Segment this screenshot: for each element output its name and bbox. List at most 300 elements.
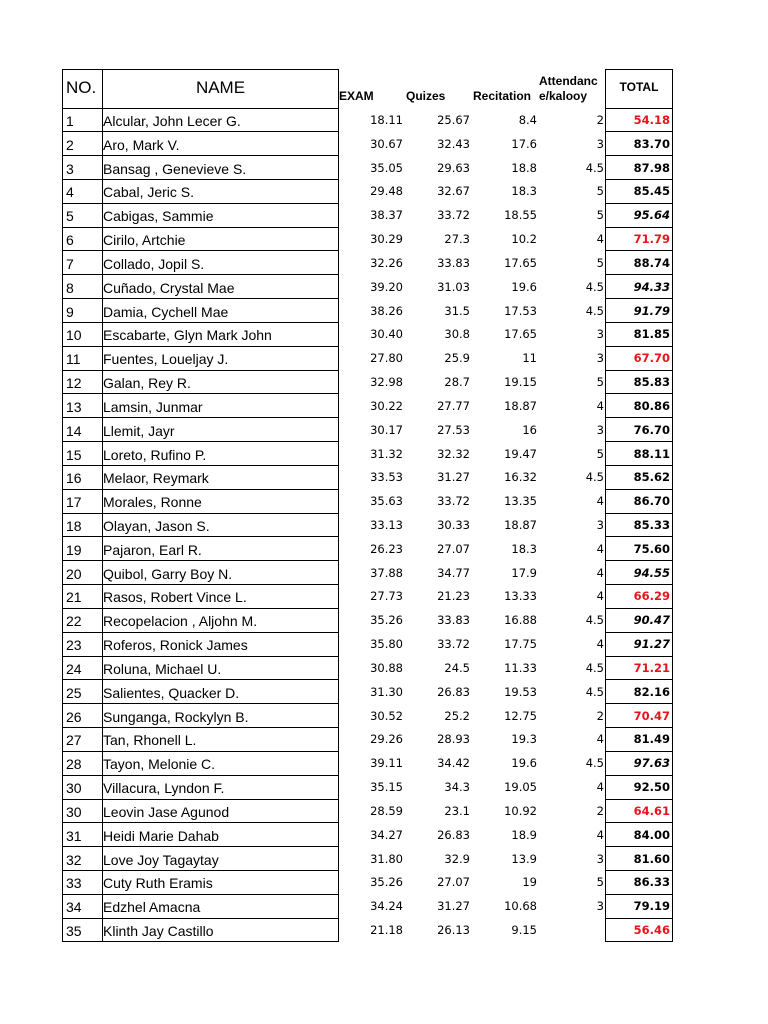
row-divider bbox=[62, 417, 103, 418]
row-divider bbox=[62, 608, 103, 609]
recitation-score: 13.35 bbox=[504, 494, 537, 509]
quizes-score: 25.67 bbox=[437, 112, 470, 127]
exam-score: 26.23 bbox=[370, 541, 403, 556]
attendance-score: 2 bbox=[596, 803, 604, 818]
row-divider bbox=[102, 131, 339, 132]
table-row bbox=[0, 203, 768, 227]
student-name: Sunganga, Rockylyn B. bbox=[103, 708, 249, 725]
quizes-score: 28.93 bbox=[437, 732, 470, 747]
total-score: 71.21 bbox=[633, 660, 670, 675]
row-divider bbox=[102, 608, 339, 609]
row-divider bbox=[62, 703, 103, 704]
row-divider bbox=[62, 727, 103, 728]
row-number: 32 bbox=[66, 851, 82, 868]
recitation-score: 10.92 bbox=[504, 803, 537, 818]
recitation-score: 18.87 bbox=[504, 398, 537, 413]
quizes-score: 31.03 bbox=[437, 279, 470, 294]
row-number: 19 bbox=[66, 541, 82, 558]
row-divider bbox=[102, 274, 339, 275]
student-name: Collado, Jopil S. bbox=[103, 255, 205, 272]
row-divider bbox=[605, 679, 673, 680]
total-score: 92.50 bbox=[633, 780, 670, 795]
row-divider bbox=[605, 441, 673, 442]
row-divider bbox=[62, 679, 103, 680]
quizes-score: 32.9 bbox=[444, 851, 470, 866]
quizes-score: 21.23 bbox=[437, 589, 470, 604]
exam-score: 27.80 bbox=[370, 351, 403, 366]
row-number: 28 bbox=[66, 756, 82, 773]
attendance-score: 4.5 bbox=[585, 613, 604, 628]
quizes-score: 28.7 bbox=[444, 375, 470, 390]
row-number: 2 bbox=[66, 136, 74, 153]
attendance-score: 4.5 bbox=[585, 684, 604, 699]
quizes-score: 33.83 bbox=[437, 255, 470, 270]
table-row bbox=[0, 656, 768, 680]
row-number: 1 bbox=[66, 112, 74, 129]
row-divider bbox=[102, 203, 339, 204]
recitation-score: 18.8 bbox=[511, 160, 537, 175]
quizes-score: 26.83 bbox=[437, 684, 470, 699]
row-divider bbox=[605, 465, 673, 466]
quizes-score: 33.72 bbox=[437, 637, 470, 652]
exam-score: 29.48 bbox=[370, 184, 403, 199]
row-divider bbox=[605, 155, 673, 156]
total-score: 71.79 bbox=[633, 232, 670, 247]
exam-score: 18.11 bbox=[370, 112, 403, 127]
quizes-score: 29.63 bbox=[437, 160, 470, 175]
exam-score: 38.26 bbox=[370, 303, 403, 318]
row-divider bbox=[605, 727, 673, 728]
row-number: 35 bbox=[66, 923, 82, 940]
table-row bbox=[0, 370, 768, 394]
row-number: 5 bbox=[66, 208, 74, 225]
row-divider bbox=[102, 536, 339, 537]
recitation-score: 19 bbox=[522, 875, 537, 890]
exam-score: 39.20 bbox=[370, 279, 403, 294]
table-row bbox=[0, 799, 768, 823]
recitation-score: 18.87 bbox=[504, 517, 537, 532]
recitation-score: 19.6 bbox=[511, 756, 537, 771]
row-number: 30 bbox=[66, 780, 82, 797]
recitation-score: 18.9 bbox=[511, 827, 537, 842]
table-row bbox=[0, 871, 768, 895]
recitation-score: 17.53 bbox=[504, 303, 537, 318]
attendance-score: 5 bbox=[596, 208, 604, 223]
row-divider bbox=[62, 298, 103, 299]
row-number: 9 bbox=[66, 303, 74, 320]
recitation-score: 17.65 bbox=[504, 255, 537, 270]
student-name: Escabarte, Glyn Mark John bbox=[103, 327, 272, 344]
attendance-score: 4.5 bbox=[585, 660, 604, 675]
exam-score: 35.26 bbox=[370, 613, 403, 628]
row-divider bbox=[605, 513, 673, 514]
row-divider bbox=[102, 656, 339, 657]
attendance-score: 5 bbox=[596, 875, 604, 890]
row-divider bbox=[62, 775, 103, 776]
total-score: 95.64 bbox=[633, 208, 670, 223]
total-score: 81.60 bbox=[633, 851, 670, 866]
recitation-score: 19.53 bbox=[504, 684, 537, 699]
row-divider bbox=[605, 536, 673, 537]
student-name: Rasos, Robert Vince L. bbox=[103, 589, 247, 606]
total-score: 70.47 bbox=[633, 708, 670, 723]
row-number: 26 bbox=[66, 708, 82, 725]
row-divider bbox=[605, 656, 673, 657]
recitation-score: 17.6 bbox=[511, 136, 537, 151]
row-divider bbox=[102, 870, 339, 871]
row-divider bbox=[102, 894, 339, 895]
attendance-score: 5 bbox=[596, 446, 604, 461]
total-score: 88.74 bbox=[633, 255, 670, 270]
row-divider bbox=[62, 274, 103, 275]
row-number: 16 bbox=[66, 470, 82, 487]
row-divider bbox=[102, 227, 339, 228]
exam-score: 32.26 bbox=[370, 255, 403, 270]
row-divider bbox=[102, 632, 339, 633]
quizes-score: 27.3 bbox=[444, 232, 470, 247]
total-score: 88.11 bbox=[633, 446, 670, 461]
quizes-score: 25.2 bbox=[444, 708, 470, 723]
recitation-score: 13.33 bbox=[504, 589, 537, 604]
total-score: 86.33 bbox=[633, 875, 670, 890]
row-number: 8 bbox=[66, 279, 74, 296]
recitation-score: 18.3 bbox=[511, 541, 537, 556]
row-divider bbox=[605, 227, 673, 228]
row-divider bbox=[102, 513, 339, 514]
row-number: 15 bbox=[66, 446, 82, 463]
attendance-score: 4 bbox=[596, 780, 604, 795]
attendance-score: 3 bbox=[596, 351, 604, 366]
table-row bbox=[0, 299, 768, 323]
row-number: 12 bbox=[66, 375, 82, 392]
row-divider bbox=[102, 393, 339, 394]
recitation-score: 17.75 bbox=[504, 637, 537, 652]
quizes-score: 27.07 bbox=[437, 541, 470, 556]
exam-score: 30.88 bbox=[370, 660, 403, 675]
exam-score: 30.52 bbox=[370, 708, 403, 723]
table-row bbox=[0, 418, 768, 442]
row-divider bbox=[605, 894, 673, 895]
quizes-score: 27.53 bbox=[437, 422, 470, 437]
total-score: 91.79 bbox=[633, 303, 670, 318]
quizes-score: 24.5 bbox=[444, 660, 470, 675]
table-row bbox=[0, 513, 768, 537]
row-number: 18 bbox=[66, 517, 82, 534]
quizes-score: 34.77 bbox=[437, 565, 470, 580]
row-number: 3 bbox=[66, 160, 74, 177]
table-row bbox=[0, 775, 768, 799]
row-divider bbox=[605, 775, 673, 776]
student-name: Llemit, Jayr bbox=[103, 422, 175, 439]
total-score: 85.62 bbox=[633, 470, 670, 485]
quizes-score: 34.42 bbox=[437, 756, 470, 771]
total-score: 94.33 bbox=[633, 279, 670, 294]
quizes-score: 33.72 bbox=[437, 494, 470, 509]
attendance-score: 4 bbox=[596, 637, 604, 652]
total-score: 84.00 bbox=[633, 827, 670, 842]
student-name: Cabal, Jeric S. bbox=[103, 184, 195, 201]
table-row bbox=[0, 894, 768, 918]
recitation-score: 17.65 bbox=[504, 327, 537, 342]
student-name: Fuentes, Loueljay J. bbox=[103, 351, 229, 368]
row-number: 24 bbox=[66, 660, 82, 677]
table-row bbox=[0, 847, 768, 871]
recitation-score: 18.55 bbox=[504, 208, 537, 223]
total-score: 82.16 bbox=[633, 684, 670, 699]
recitation-score: 11.33 bbox=[504, 660, 537, 675]
student-name: Morales, Ronne bbox=[103, 494, 202, 511]
row-divider bbox=[605, 870, 673, 871]
row-number: 25 bbox=[66, 684, 82, 701]
row-divider bbox=[605, 489, 673, 490]
row-number: 34 bbox=[66, 899, 82, 916]
table-row bbox=[0, 132, 768, 156]
row-number: 22 bbox=[66, 613, 82, 630]
exam-score: 32.98 bbox=[370, 375, 403, 390]
table-row bbox=[0, 227, 768, 251]
attendance-score: 4.5 bbox=[585, 756, 604, 771]
row-number: 30 bbox=[66, 803, 82, 820]
total-score: 75.60 bbox=[633, 541, 670, 556]
quizes-score: 32.32 bbox=[437, 446, 470, 461]
row-divider bbox=[605, 918, 673, 919]
exam-score: 33.13 bbox=[370, 517, 403, 532]
row-divider bbox=[605, 393, 673, 394]
exam-score: 35.15 bbox=[370, 780, 403, 795]
attendance-score: 4 bbox=[596, 827, 604, 842]
total-score: 91.27 bbox=[633, 637, 670, 652]
row-divider bbox=[605, 346, 673, 347]
exam-score: 35.80 bbox=[370, 637, 403, 652]
header-no: NO. bbox=[66, 78, 97, 97]
attendance-score: 4.5 bbox=[585, 160, 604, 175]
student-name: Damia, Cychell Mae bbox=[103, 303, 229, 320]
total-score: 97.63 bbox=[633, 756, 670, 771]
exam-score: 30.17 bbox=[370, 422, 403, 437]
row-divider bbox=[605, 822, 673, 823]
row-divider bbox=[605, 560, 673, 561]
student-name: Quibol, Garry Boy N. bbox=[103, 565, 233, 582]
exam-score: 34.27 bbox=[370, 827, 403, 842]
row-divider bbox=[605, 417, 673, 418]
total-score: 94.55 bbox=[633, 565, 670, 580]
attendance-score: 4 bbox=[596, 398, 604, 413]
row-divider bbox=[62, 656, 103, 657]
student-name: Cabigas, Sammie bbox=[103, 208, 214, 225]
attendance-score: 3 bbox=[596, 851, 604, 866]
total-score: 85.45 bbox=[633, 184, 670, 199]
quizes-score: 27.07 bbox=[437, 875, 470, 890]
attendance-score: 4 bbox=[596, 541, 604, 556]
quizes-score: 25.9 bbox=[444, 351, 470, 366]
table-row bbox=[0, 585, 768, 609]
recitation-score: 19.6 bbox=[511, 279, 537, 294]
row-divider bbox=[62, 751, 103, 752]
row-divider bbox=[62, 846, 103, 847]
row-divider bbox=[605, 203, 673, 204]
table-row bbox=[0, 108, 768, 132]
recitation-score: 19.3 bbox=[511, 732, 537, 747]
row-divider bbox=[62, 346, 103, 347]
quizes-score: 33.72 bbox=[437, 208, 470, 223]
row-number: 4 bbox=[66, 184, 74, 201]
exam-score: 29.26 bbox=[370, 732, 403, 747]
row-divider bbox=[62, 799, 103, 800]
student-name: Tan, Rhonell L. bbox=[103, 732, 197, 749]
attendance-score: 3 bbox=[596, 517, 604, 532]
quizes-score: 26.13 bbox=[437, 923, 470, 938]
row-divider bbox=[605, 703, 673, 704]
attendance-score: 3 bbox=[596, 327, 604, 342]
table-row bbox=[0, 442, 768, 466]
recitation-score: 11 bbox=[522, 351, 537, 366]
exam-score: 31.80 bbox=[370, 851, 403, 866]
attendance-score: 4 bbox=[596, 732, 604, 747]
header-recitation: Recitation bbox=[473, 89, 532, 103]
row-divider bbox=[102, 560, 339, 561]
table-row bbox=[0, 465, 768, 489]
quizes-score: 34.3 bbox=[444, 780, 470, 795]
exam-score: 28.59 bbox=[370, 803, 403, 818]
row-number: 17 bbox=[66, 494, 82, 511]
row-divider bbox=[62, 203, 103, 204]
quizes-score: 33.83 bbox=[437, 613, 470, 628]
student-name: Galan, Rey R. bbox=[103, 375, 191, 392]
row-divider bbox=[102, 155, 339, 156]
row-divider bbox=[102, 250, 339, 251]
student-name: Heidi Marie Dahab bbox=[103, 827, 219, 844]
table-row bbox=[0, 728, 768, 752]
quizes-score: 27.77 bbox=[437, 398, 470, 413]
row-number: 10 bbox=[66, 327, 82, 344]
row-divider bbox=[62, 822, 103, 823]
row-divider bbox=[62, 536, 103, 537]
row-divider bbox=[62, 370, 103, 371]
total-score: 85.33 bbox=[633, 517, 670, 532]
row-divider bbox=[62, 489, 103, 490]
student-name: Cuñado, Crystal Mae bbox=[103, 279, 235, 296]
quizes-score: 32.67 bbox=[437, 184, 470, 199]
table-row bbox=[0, 680, 768, 704]
quizes-score: 31.5 bbox=[444, 303, 470, 318]
total-score: 81.85 bbox=[633, 327, 670, 342]
student-name: Aro, Mark V. bbox=[103, 136, 180, 153]
row-divider bbox=[62, 632, 103, 633]
row-number: 14 bbox=[66, 422, 82, 439]
student-name: Roluna, Michael U. bbox=[103, 660, 222, 677]
attendance-score: 4 bbox=[596, 565, 604, 580]
row-divider bbox=[62, 918, 103, 919]
row-divider bbox=[605, 370, 673, 371]
attendance-score: 4 bbox=[596, 589, 604, 604]
table-row bbox=[0, 394, 768, 418]
student-name: Pajaron, Earl R. bbox=[103, 541, 202, 558]
row-divider bbox=[102, 370, 339, 371]
row-divider bbox=[605, 179, 673, 180]
attendance-score: 4 bbox=[596, 494, 604, 509]
row-number: 11 bbox=[66, 351, 81, 368]
attendance-score: 3 bbox=[596, 422, 604, 437]
row-divider bbox=[102, 346, 339, 347]
row-divider bbox=[102, 727, 339, 728]
quizes-score: 26.83 bbox=[437, 827, 470, 842]
exam-score: 31.32 bbox=[370, 446, 403, 461]
row-divider bbox=[62, 131, 103, 132]
student-name: Lamsin, Junmar bbox=[103, 398, 203, 415]
row-divider bbox=[102, 751, 339, 752]
table-row bbox=[0, 823, 768, 847]
attendance-score: 2 bbox=[596, 112, 604, 127]
student-name: Roferos, Ronick James bbox=[103, 637, 248, 654]
student-name: Edzhel Amacna bbox=[103, 899, 201, 916]
row-divider bbox=[605, 298, 673, 299]
recitation-score: 16.32 bbox=[504, 470, 537, 485]
row-number: 33 bbox=[66, 875, 82, 892]
total-score: 85.83 bbox=[633, 375, 670, 390]
student-name: Salientes, Quacker D. bbox=[103, 684, 240, 701]
student-name: Olayan, Jason S. bbox=[103, 517, 210, 534]
row-divider bbox=[102, 584, 339, 585]
student-name: Cirilo, Artchie bbox=[103, 232, 186, 249]
total-score: 81.49 bbox=[633, 732, 670, 747]
exam-score: 27.73 bbox=[370, 589, 403, 604]
quizes-score: 30.33 bbox=[437, 517, 470, 532]
exam-score: 35.05 bbox=[370, 160, 403, 175]
table-row bbox=[0, 751, 768, 775]
header-exam: EXAM bbox=[339, 89, 374, 103]
table-row bbox=[0, 561, 768, 585]
row-divider bbox=[62, 155, 103, 156]
row-divider bbox=[605, 250, 673, 251]
row-divider bbox=[62, 894, 103, 895]
recitation-score: 8.4 bbox=[518, 112, 537, 127]
quizes-score: 32.43 bbox=[437, 136, 470, 151]
table-row bbox=[0, 632, 768, 656]
table-row bbox=[0, 537, 768, 561]
table-row bbox=[0, 489, 768, 513]
student-name: Recopelacion , Aljohn M. bbox=[103, 613, 258, 630]
recitation-score: 19.15 bbox=[504, 375, 537, 390]
table-row bbox=[0, 156, 768, 180]
row-divider bbox=[605, 322, 673, 323]
row-divider bbox=[605, 632, 673, 633]
recitation-score: 10.2 bbox=[511, 232, 537, 247]
total-score: 56.46 bbox=[633, 923, 670, 938]
total-score: 86.70 bbox=[633, 494, 670, 509]
row-divider bbox=[62, 393, 103, 394]
row-divider bbox=[102, 298, 339, 299]
row-divider bbox=[62, 179, 103, 180]
row-divider bbox=[102, 775, 339, 776]
student-name: Loreto, Rufino P. bbox=[103, 446, 207, 463]
total-score: 67.70 bbox=[633, 351, 670, 366]
row-divider bbox=[102, 918, 339, 919]
recitation-score: 19.47 bbox=[504, 446, 537, 461]
table-row bbox=[0, 608, 768, 632]
total-score: 66.29 bbox=[633, 589, 670, 604]
recitation-score: 18.3 bbox=[511, 184, 537, 199]
exam-score: 30.67 bbox=[370, 136, 403, 151]
total-score: 54.18 bbox=[633, 112, 670, 127]
attendance-score: 4.5 bbox=[585, 279, 604, 294]
row-divider bbox=[62, 584, 103, 585]
row-number: 6 bbox=[66, 232, 74, 249]
attendance-score: 3 bbox=[596, 136, 604, 151]
exam-score: 38.37 bbox=[370, 208, 403, 223]
row-divider bbox=[605, 846, 673, 847]
header-name: NAME bbox=[195, 78, 246, 97]
exam-score: 31.30 bbox=[370, 684, 403, 699]
